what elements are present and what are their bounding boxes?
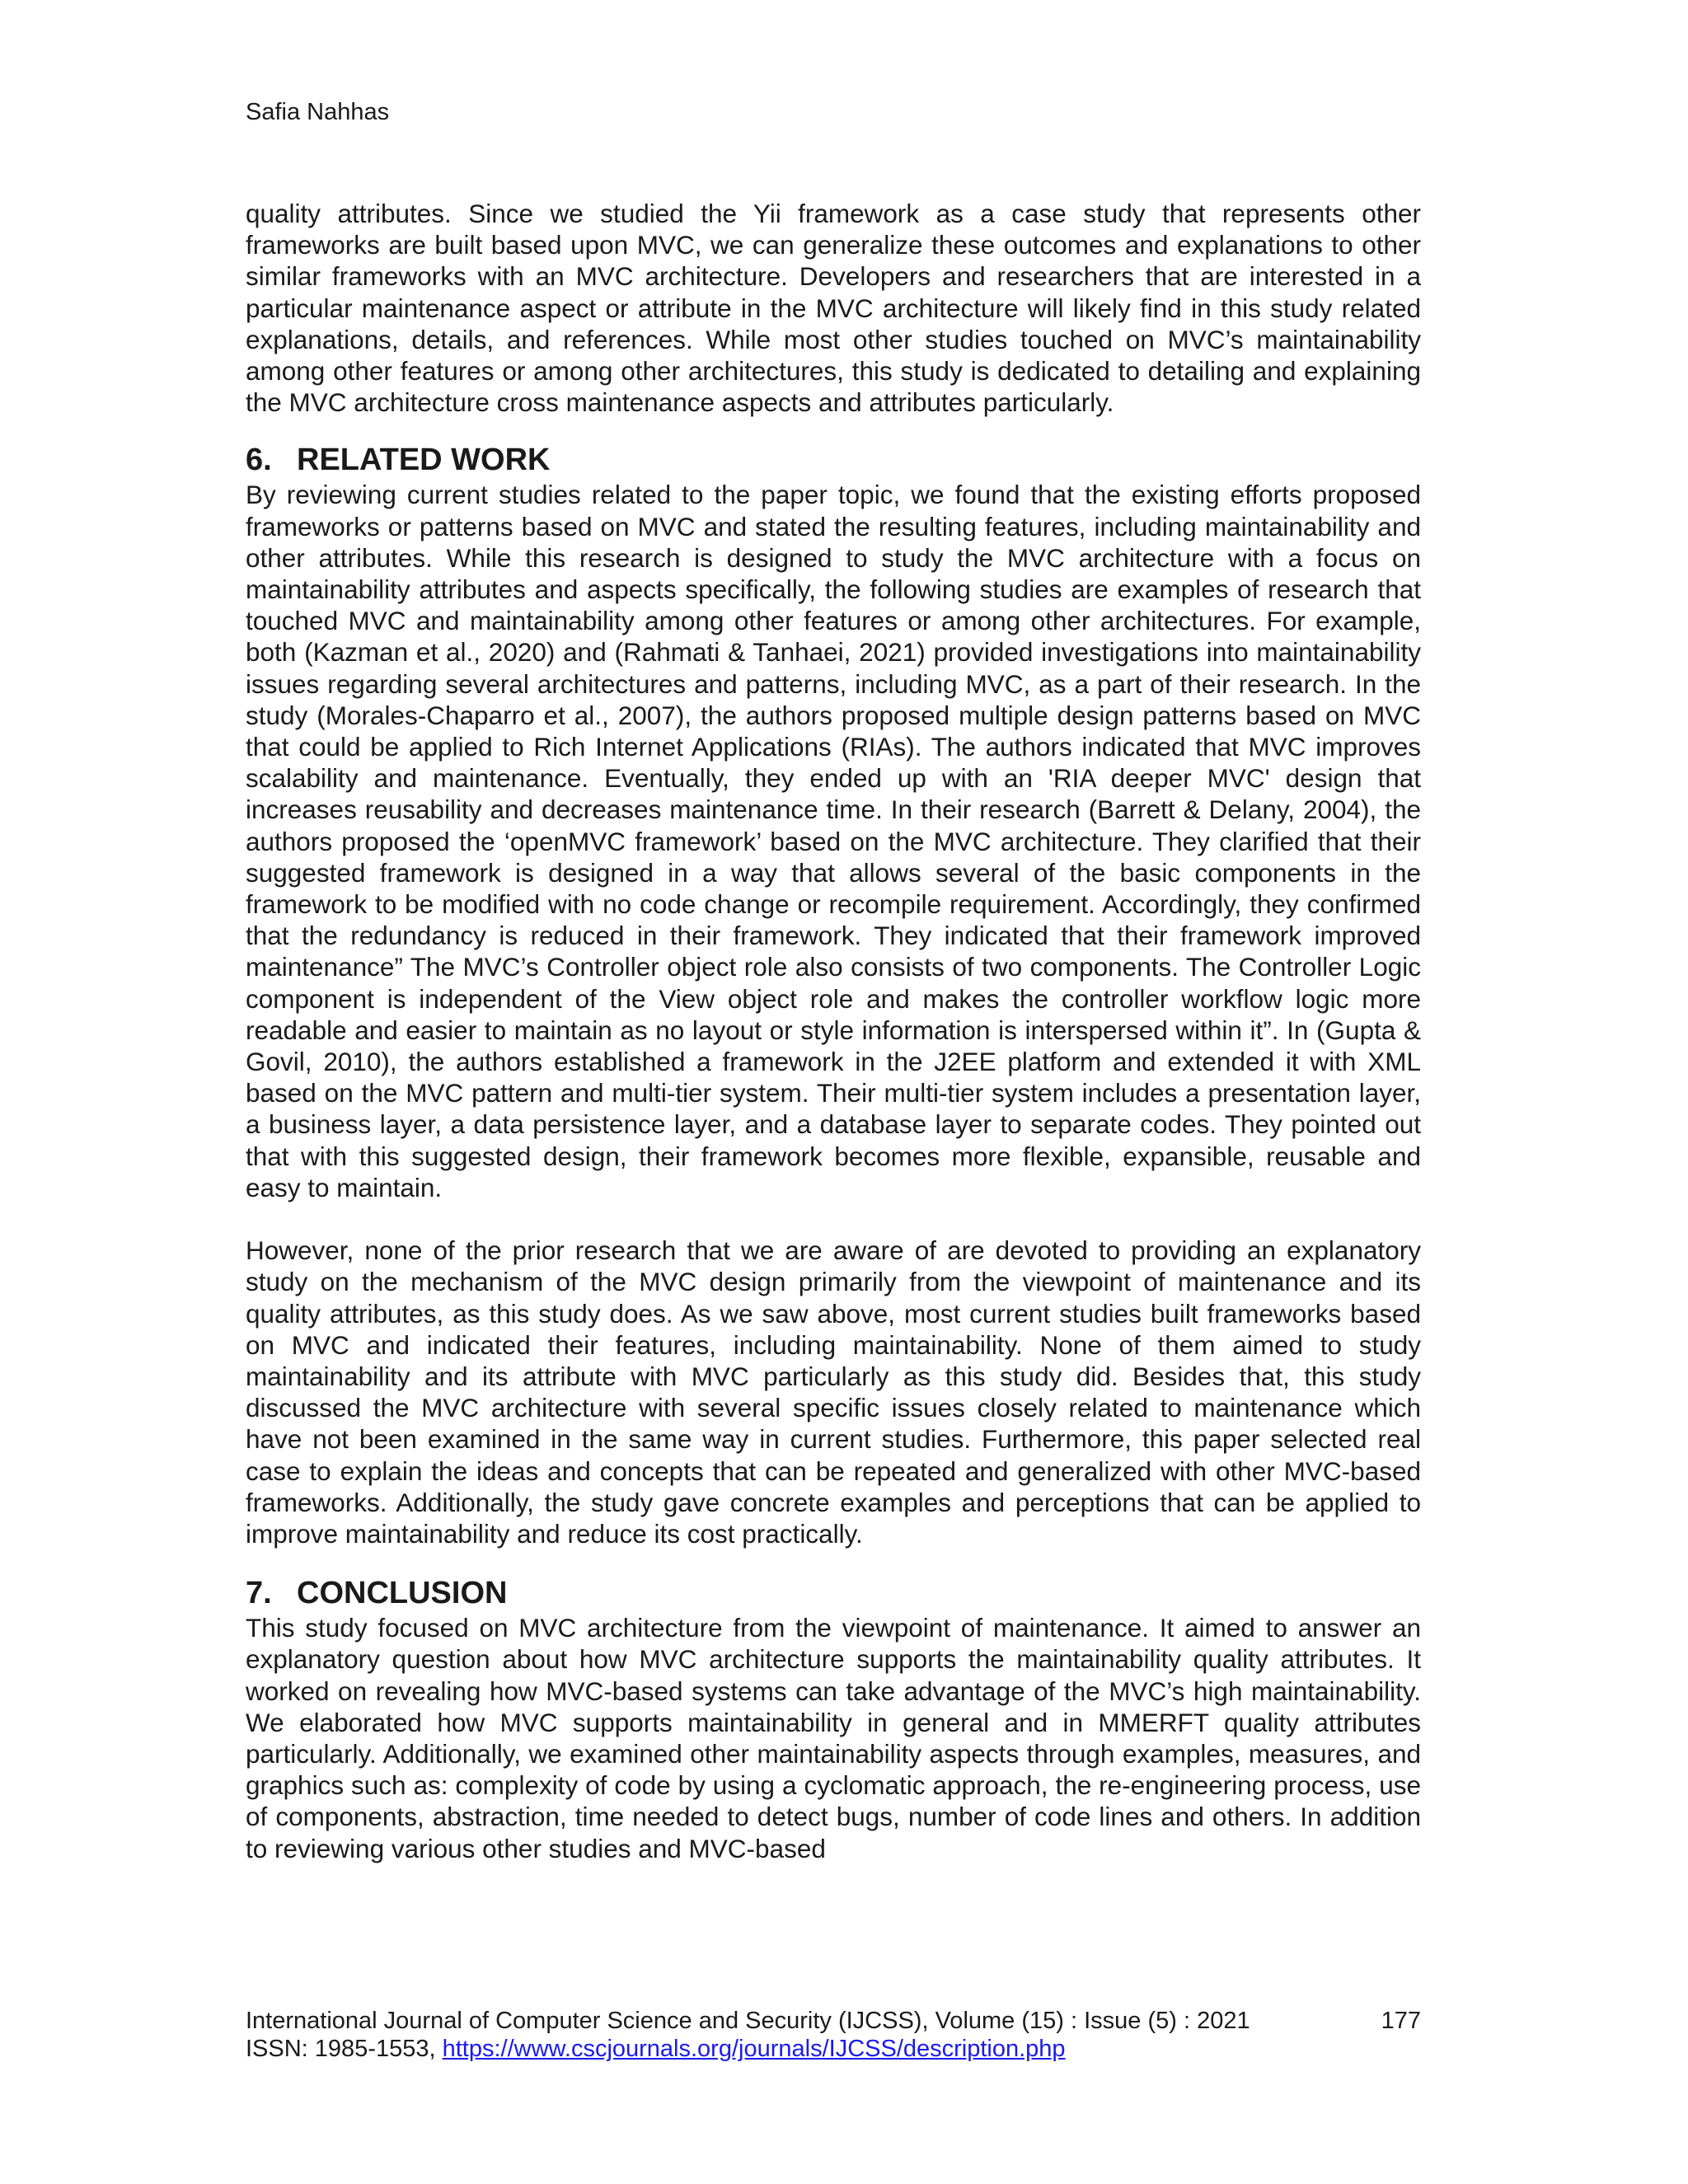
section-number: 6. [246, 443, 272, 478]
conclusion-paragraph-1: This study focused on MVC architecture from the viewpoint of maintenance. It aimed to answer an explanatory question about how MVC architecture supports the maintainability quality attributes. It worked on revealing how MVC-based systems can take advantage of the MVC’s high maintainability. We elaborated how MVC supports maintainability in general and in MMERFT quality attributes particularly. Additionally, we examined other maintainability aspects through examples, measures, and graphics such as: complexity of code by using a cyclomatic approach, the re-engineering process, use of components, abstraction, time needed to detect bugs, number of code lines and others. In addition to reviewing various other studies and MVC-based [246, 1613, 1421, 1863]
journal-link[interactable]: https://www.cscjournals.org/journals/IJCSS/description.php [442, 2036, 1066, 2062]
section-title: CONCLUSION [297, 1576, 508, 1611]
related-work-paragraph-2: However, none of the prior research that we are aware of are devoted to providing an explanatory study on the mechanism of the MVC design primarily from the viewpoint of maintenance and its quality attributes, as this study does. As we saw above, most current studies built frameworks based on MVC and indicated their features, including maintainability. None of them aimed to study maintainability and its attribute with MVC particularly as this study did. Besides that, this study discussed the MVC architecture with several specific issues closely related to maintenance which have not been examined in the same way in current studies. Furthermore, this paper selected real case to explain the ideas and concepts that can be repeated and generalized with other MVC-based frameworks. Additionally, the study gave concrete examples and perceptions that can be applied to improve maintainability and reduce its cost practically. [246, 1235, 1421, 1549]
section-heading-related-work [246, 441, 1421, 479]
section-number: 7. [246, 1576, 272, 1611]
section-heading-conclusion [246, 1574, 1421, 1612]
footer-issn-line [246, 2035, 1421, 2063]
running-header-author: Safia Nahhas [246, 99, 390, 125]
page-number: 177 [1381, 2008, 1421, 2034]
paragraph-gap [246, 1203, 1421, 1235]
main-content [246, 198, 1421, 1864]
intro-paragraph: quality attributes. Since we studied the Yii framework as a case study that represents other frameworks are built based upon MVC, we can generalize these outcomes and explanations to other similar frameworks with an MVC architecture. Developers and researchers that are interested in a particular maintenance aspect or attribute in the MVC architecture will likely find in this study related explanations, details, and references. While most other studies touched on MVC’s maintainability among other features or among other architectures, this study is dedicated to detailing and explaining the MVC architecture cross maintenance aspects and attributes particularly. [246, 199, 1421, 418]
page-footer [246, 2007, 1421, 2063]
footer-journal-citation: International Journal of Computer Science and Security (IJCSS), Volume (15) : Issue (5) : 2021 [246, 2008, 1250, 2034]
section-title: RELATED WORK [297, 443, 551, 478]
footer-journal-line [246, 2007, 1421, 2035]
related-work-paragraph-1: By reviewing current studies related to the paper topic, we found that the existing efforts proposed frameworks or patterns based on MVC and stated the resulting features, including maintainability and other attributes. While this research is designed to study the MVC architecture with a focus on maintainability attributes and aspects specifically, the following studies are examples of research that touched MVC and maintainability among other features or among other architectures. For example, both (Kazman et al., 2020) and (Rahmati & Tanhaei, 2021) provided investigations into maintainability issues regarding several architectures and patterns, including MVC, as a part of their research. In the study (Morales-Chaparro et al., 2007), the authors proposed multiple design patterns based on MVC that could be applied to Rich Internet Applications (RIAs). The authors indicated that MVC improves scalability and maintenance. Eventually, they ended up with an 'RIA deeper MVC' design that increases reusability and decreases maintenance time. In their research (Barrett & Delany, 2004), the authors proposed the ‘openMVC framework’ based on the MVC architecture. They clarified that their suggested framework is designed in a way that allows several of the basic components in the framework to be modified with no code change or recompile requirement. Accordingly, they confirmed that the redundancy is reduced in their framework. They indicated that their framework improved maintenance” The MVC’s Controller object role also consists of two components. The Controller Logic component is independent of the View object role and makes the controller workflow logic more readable and easier to maintain as no layout or style information is interspersed within it”. In (Gupta & Govil, 2010), the authors established a framework in the J2EE platform and extended it with XML based on the MVC pattern and multi-tier system. Their multi-tier system includes a presentation layer, a business layer, a data persistence layer, and a database layer to separate codes. They pointed out that with this suggested design, their framework becomes more flexible, expansible, reusable and easy to maintain. [246, 480, 1421, 1202]
footer-issn: ISSN: 1985-1553, [246, 2036, 443, 2062]
